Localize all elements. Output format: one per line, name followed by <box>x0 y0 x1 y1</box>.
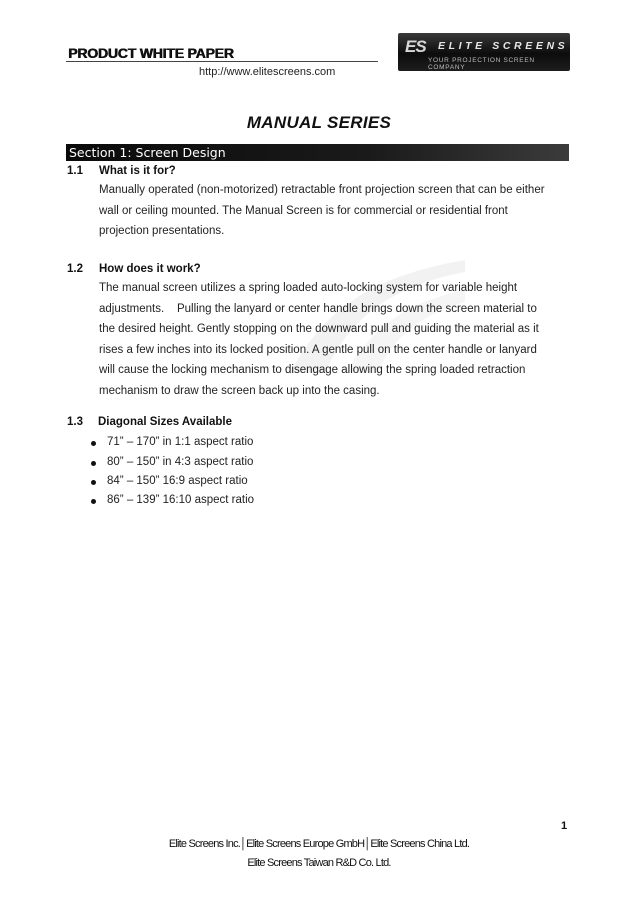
bullet-icon <box>91 441 96 446</box>
answer-line: adjustments. Pulling the lanyard or center handle brings down the screen material to <box>99 302 537 315</box>
answer-line: the desired height. Gently stopping on the downward pull and guiding the material as it <box>99 323 539 335</box>
footer-companies-line2: Elite Screens Taiwan R&D Co. Ltd. <box>247 857 391 869</box>
size-list-item: 86” – 139” 16:10 aspect ratio <box>107 494 255 506</box>
bullet-icon <box>91 499 96 504</box>
answer-line: projection presentations. <box>99 225 225 237</box>
website-url: http://www.elitescreens.com <box>199 66 336 78</box>
answer-line: will cause the locking mechanism to disengage allowing the spring loaded retraction <box>99 364 526 376</box>
page-number: 1 <box>561 820 568 832</box>
answer-line: wall or ceiling mounted. The Manual Screen is for commercial or residential front <box>99 204 508 217</box>
answer-line: mechanism to draw the screen back up into the casing. <box>99 384 380 397</box>
size-list-item: 71” – 170” in 1:1 aspect ratio <box>107 436 254 448</box>
logo-mark: ES <box>405 37 426 56</box>
answer-text <box>99 278 574 401</box>
logo-name: ELITE SCREENS <box>438 40 569 52</box>
page-title: MANUAL SERIES <box>246 113 392 132</box>
header-divider <box>66 61 378 62</box>
question-number: 1.3 <box>67 416 83 428</box>
question-number: 1.1 <box>67 165 83 177</box>
section-header-bar <box>66 144 569 161</box>
bullet-icon <box>91 480 96 485</box>
answer-text <box>99 180 569 242</box>
doc-type-heading: PRODUCT WHITE PAPER <box>68 45 234 61</box>
logo-tagline: YOUR PROJECTION SCREEN COMPANY <box>428 57 535 71</box>
elite-screens-logo <box>398 33 570 71</box>
answer-line: rises a few inches into its locked position. A gentle pull on the center handle or lanyard <box>99 343 537 356</box>
question-title: Diagonal Sizes Available <box>98 416 233 428</box>
size-list-item: 80” – 150” in 4:3 aspect ratio <box>107 456 254 468</box>
section-title: Section 1: Screen Design <box>69 145 226 160</box>
footer-companies: Elite Screens Inc.│Elite Screens Europe GmbH│Elite Screens China Ltd. <box>168 838 470 850</box>
answer-line: The manual screen utilizes a spring loaded auto-locking system for variable height <box>99 282 518 294</box>
bullet-icon <box>91 461 96 466</box>
question-title: What is it for? <box>99 165 176 177</box>
answer-line: Manually operated (non-motorized) retractable front projection screen that can be either <box>99 184 545 196</box>
question-title: How does it work? <box>99 263 201 275</box>
size-list-item: 84” – 150” 16:9 aspect ratio <box>107 475 248 487</box>
question-number: 1.2 <box>67 263 83 275</box>
